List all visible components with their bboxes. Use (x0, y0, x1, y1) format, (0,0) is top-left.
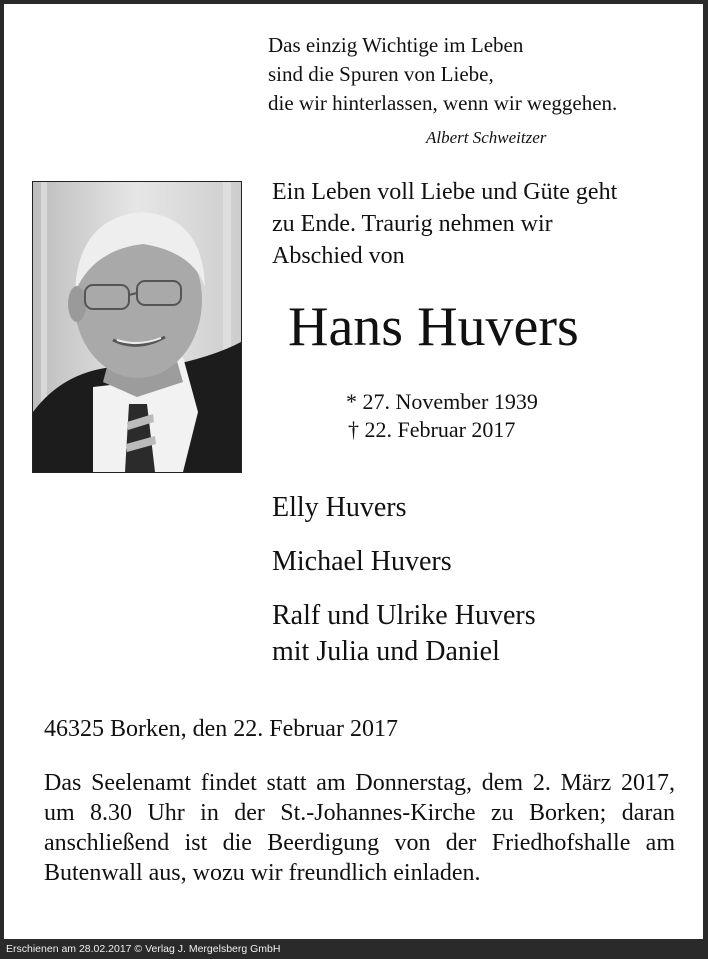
intro-text (272, 176, 617, 272)
quote-line: die wir hinterlassen, wenn wir weggehen. (268, 91, 618, 115)
portrait-photo (32, 181, 242, 473)
intro-line: Abschied von (272, 243, 405, 269)
publication-footer: Erschienen am 28.02.2017 © Verlag J. Mergelsberg GmbH (6, 943, 281, 955)
service-announcement: Das Seelenamt findet statt am Donnerstag, dem 2. März 2017, um 8.30 Uhr in der St.-Johannes-Kirche zu Borken; daran anschließend ist die Beerdigung von der Friedhofshalle am Butenwall aus, wozu wir freundlich einladen. (44, 770, 675, 886)
life-dates (346, 388, 538, 444)
obituary-notice (4, 4, 703, 939)
birth-date: * 27. November 1939 (346, 389, 538, 414)
quote-block (268, 31, 617, 118)
family-entry (272, 490, 536, 526)
quote-line: Das einzig Wichtige im Leben (268, 33, 524, 57)
deceased-name: Hans Huvers (288, 296, 579, 358)
quote-author: Albert Schweitzer (426, 128, 547, 147)
family-line: mit Julia und Daniel (272, 636, 500, 667)
place-and-date: 46325 Borken, den 22. Februar 2017 (44, 716, 398, 742)
family-line: Elly Huvers (272, 492, 407, 523)
quote-line: sind die Spuren von Liebe, (268, 62, 494, 86)
intro-line: zu Ende. Traurig nehmen wir (272, 211, 553, 237)
portrait-image (33, 182, 241, 472)
family-members (272, 490, 536, 670)
family-entry (272, 544, 536, 580)
family-line: Michael Huvers (272, 546, 452, 577)
family-line: Ralf und Ulrike Huvers (272, 600, 536, 631)
family-entry (272, 598, 536, 670)
intro-line: Ein Leben voll Liebe und Güte geht (272, 179, 618, 205)
death-date: † 22. Februar 2017 (348, 417, 516, 442)
